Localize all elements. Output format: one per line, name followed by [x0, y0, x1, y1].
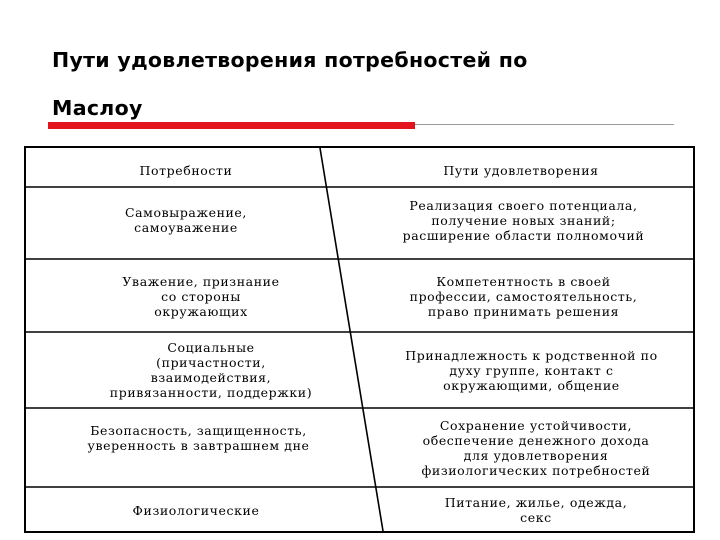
- need-social: Социальные (причастности, взаимодействия, привязанности, поддержки): [109, 340, 313, 400]
- need-physiological: Физиологические: [132, 502, 260, 518]
- ways-self-actualization: Реализация своего потенциала, получение новых знаний; расширение области полномочий: [402, 197, 645, 243]
- need-esteem: Уважение, признание со стороны окружающих: [122, 273, 280, 319]
- ways-physiological: Питание, жилье, одежда, секс: [444, 495, 628, 525]
- header-ways: Пути удовлетворения: [443, 162, 599, 178]
- need-safety: Безопасность, защищенность, уверенность в завтрашнем дне: [87, 423, 310, 453]
- slide-title: Пути удовлетворения потребностей по Маслоу: [52, 48, 528, 120]
- ways-esteem: Компетентность в своей профессии, самостоятельность, право принимать решения: [409, 273, 638, 319]
- ways-social: Принадлежность к родственной по духу группе, контакт с окружающими, общение: [405, 347, 658, 393]
- maslow-table: [24, 146, 695, 533]
- header-needs: Потребности: [139, 162, 233, 178]
- ways-safety: Сохранение устойчивости, обеспечение денежного дохода для удовлетворения физиологических потребностей: [421, 418, 651, 478]
- need-self-actualization: Самовыражение, самоуважение: [124, 205, 248, 235]
- title-accent-bar: [48, 122, 415, 129]
